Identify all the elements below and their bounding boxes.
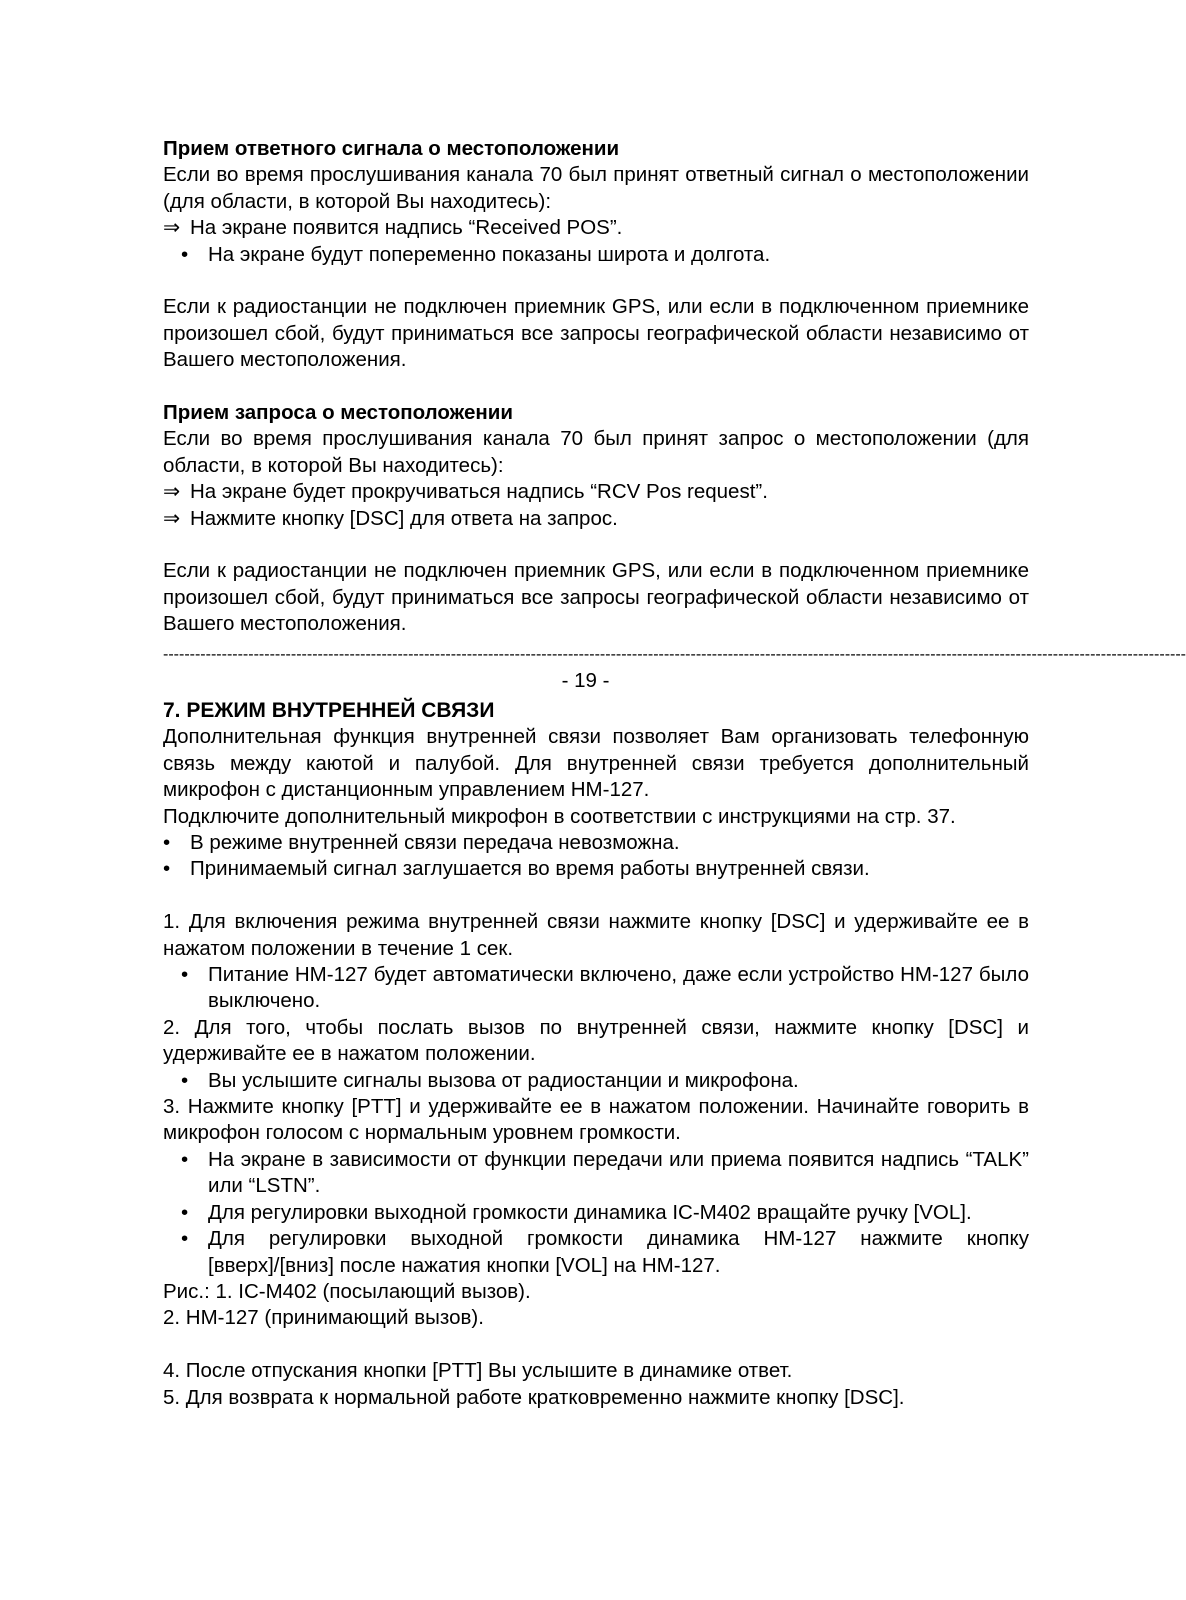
bullet-icon: •	[181, 1200, 189, 1224]
bullet-icon: •	[181, 1147, 189, 1171]
section-heading: 7. РЕЖИМ ВНУТРЕННЕЙ СВЯЗИ	[163, 699, 495, 722]
bullet-text: В режиме внутренней связи передача невозможна.	[190, 831, 680, 855]
bullet-icon: •	[181, 963, 189, 987]
bullet-text: Питание HM-127 будет автоматически включено, даже если устройство HM-127 было выключено.	[208, 963, 1029, 1013]
section-position-top	[163, 136, 1029, 638]
step-2: 2. Для того, чтобы послать вызов по внутренней связи, нажмите кнопку [DSC] и удерживайте ее в нажатом положении.	[163, 1015, 1029, 1066]
bullet-icon: •	[163, 857, 171, 881]
bullet-text: На экране будут попеременно показаны широта и долгота.	[208, 242, 771, 266]
bullet-item	[181, 242, 1029, 268]
paragraph: Если во время прослушивания канала 70 был принят запрос о местоположении (для области, в которой Вы находитесь):	[163, 427, 1029, 477]
step-1: 1. Для включения режима внутренней связи нажмите кнопку [DSC] и удерживайте ее в нажатом положении в течение 1 сек.	[163, 910, 1029, 960]
paragraph: Если к радиостанции не подключен приемник GPS, или если в подключенном приемнике произошел сбой, будут приниматься все запросы географической области независимо от Вашего местоположения.	[163, 295, 1029, 372]
bullet-item	[181, 1226, 1029, 1279]
arrow-line	[163, 479, 1029, 505]
step-4: 4. После отпускания кнопки [PTT] Вы услышите в динамике ответ.	[163, 1359, 793, 1383]
figure-caption: Рис.: 1. IC-M402 (посылающий вызов).	[163, 1279, 531, 1303]
bullet-icon: •	[181, 1068, 189, 1092]
separator-line: ------------------------------------------------------------------------------------------------------------------------------------------------------------------------------------------------	[163, 646, 1186, 663]
bullet-item	[181, 962, 1029, 1015]
bullet-item	[181, 1200, 1029, 1226]
bullet-text: На экране в зависимости от функции передачи или приема появится надпись “TALK” или “LSTN”.	[208, 1147, 1029, 1198]
bullet-text: Вы услышите сигналы вызова от радиостанции и микрофона.	[208, 1068, 799, 1092]
bullet-text: Принимаемый сигнал заглушается во время работы внутренней связи.	[190, 857, 870, 881]
arrow-icon: ⇒	[163, 216, 181, 240]
bullet-item	[181, 1147, 1029, 1200]
bullet-item	[181, 1068, 1029, 1094]
arrow-icon: ⇒	[163, 480, 181, 504]
arrow-line	[163, 215, 1029, 241]
bullet-item	[163, 830, 1029, 856]
paragraph: Если к радиостанции не подключен приемник GPS, или если в подключенном приемнике произошел сбой, будут приниматься все запросы географической области независимо от Вашего местоположения.	[163, 559, 1029, 636]
bullet-icon: •	[181, 1227, 189, 1251]
figure-caption: 2. HM-127 (принимающий вызов).	[163, 1306, 484, 1330]
bullet-text: Для регулировки выходной громкости динамика HM-127 нажмите кнопку [вверх]/[вниз] после нажатия кнопки [VOL] на HM-127.	[208, 1227, 1029, 1277]
paragraph: Подключите дополнительный микрофон в соответствии с инструкциями на стр. 37.	[163, 804, 956, 828]
step-3: 3. Нажмите кнопку [PTT] и удерживайте ее в нажатом положении. Начинайте говорить в микрофон голосом с нормальным уровнем громкости.	[163, 1095, 1029, 1145]
bullet-item	[163, 856, 1029, 882]
heading-pos-request: Прием запроса о местоположении	[163, 401, 513, 425]
step-5: 5. Для возврата к нормальной работе кратковременно нажмите кнопку [DSC].	[163, 1385, 905, 1409]
arrow-text: Нажмите кнопку [DSC] для ответа на запрос.	[190, 506, 618, 530]
section-intercom	[163, 698, 1029, 1411]
bullet-text: Для регулировки выходной громкости динамика IC-M402 вращайте ручку [VOL].	[208, 1200, 972, 1224]
paragraph: Дополнительная функция внутренней связи позволяет Вам организовать телефонную связь между каютой и палубой. Для внутренней связи требуется дополнительный микрофон с дистанционным управлением HM-127.	[163, 725, 1029, 802]
bullet-icon: •	[163, 831, 171, 855]
paragraph: Если во время прослушивания канала 70 был принят ответный сигнал о местоположении (для области, в которой Вы находитесь):	[163, 163, 1029, 213]
page-number: - 19 -	[561, 669, 610, 692]
bullet-icon: •	[181, 242, 189, 266]
heading-pos-reply: Прием ответного сигнала о местоположении	[163, 137, 620, 160]
arrow-text: На экране появится надпись “Received POS”.	[190, 216, 623, 240]
arrow-line	[163, 506, 1029, 532]
arrow-icon: ⇒	[163, 506, 181, 530]
arrow-text: На экране будет прокручиваться надпись “RCV Pos request”.	[190, 480, 768, 504]
